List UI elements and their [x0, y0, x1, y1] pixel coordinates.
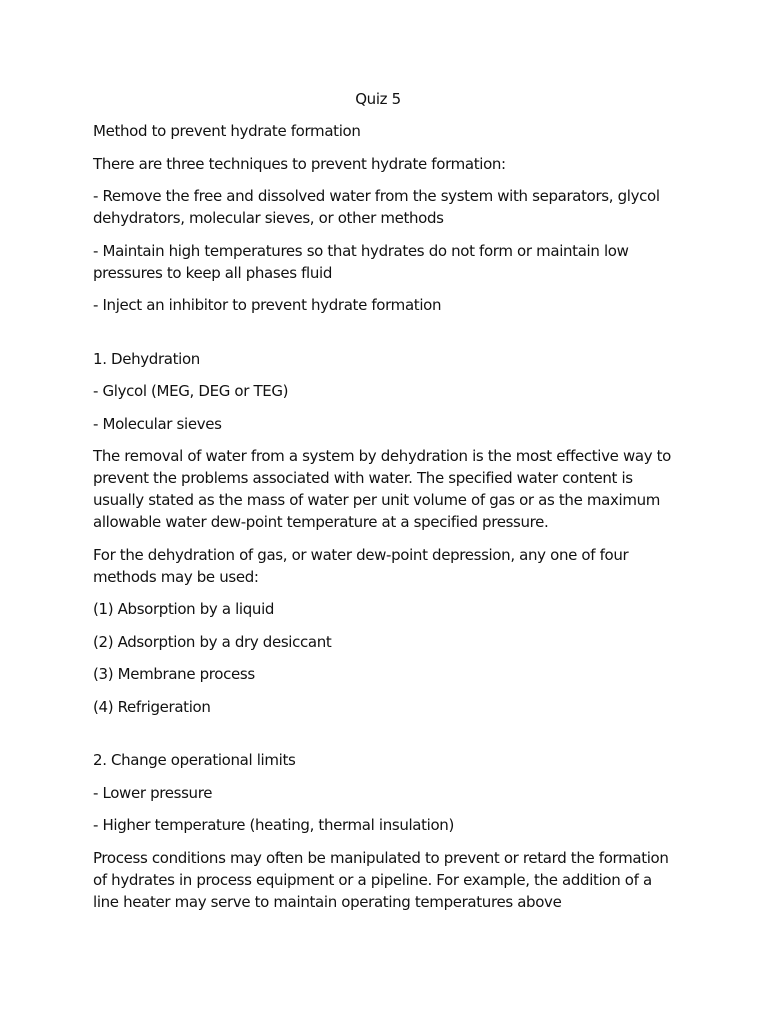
spacer: [93, 327, 678, 348]
section-heading: Method to prevent hydrate formation: [93, 122, 361, 140]
paragraph: For the dehydration of gas, or water dew-point depression, any one of four methods may be used:: [93, 545, 629, 586]
bullet-item: - Higher temperature (heating, thermal insulation): [93, 816, 454, 834]
paragraph: Process conditions may often be manipulated to prevent or retard the formation of hydrates in process equipment or a pipeline. For example, the addition of a line heater may serve to maintain operating temperatures above: [93, 848, 669, 911]
bullet-item: - Inject an inhibitor to prevent hydrate formation: [93, 296, 442, 314]
paragraph: The removal of water from a system by dehydration is the most effective way to prevent the problems associated with water. The specified water content is usually stated as the mass of water per unit volume of gas or as the maximum allowable water dew-point temperature at a specified pressure.: [93, 447, 672, 531]
list-item: (3) Membrane process: [93, 665, 255, 683]
list-item: (4) Refrigeration: [93, 697, 211, 716]
section-heading: 1. Dehydration: [93, 349, 200, 368]
list-item: (2) Adsorption by a dry desiccant: [93, 632, 332, 651]
bullet-item: - Lower pressure: [93, 783, 213, 802]
bullet-item: - Molecular sieves: [93, 414, 222, 433]
document-body: [93, 88, 678, 923]
section-heading: 2. Change operational limits: [93, 751, 296, 769]
bullet-item: - Remove the free and dissolved water from the system with separators, glycol dehydrators, molecular sieves, or other methods: [93, 187, 660, 227]
page-title: Quiz 5: [355, 90, 401, 108]
bullet-item: - Maintain high temperatures so that hydrates do not form or maintain low pressures to keep all phases fluid: [93, 241, 629, 282]
spacer: [93, 728, 678, 749]
bullet-item: - Glycol (MEG, DEG or TEG): [93, 382, 289, 400]
list-item: (1) Absorption by a liquid: [93, 600, 275, 618]
paragraph: There are three techniques to prevent hydrate formation:: [93, 154, 506, 173]
